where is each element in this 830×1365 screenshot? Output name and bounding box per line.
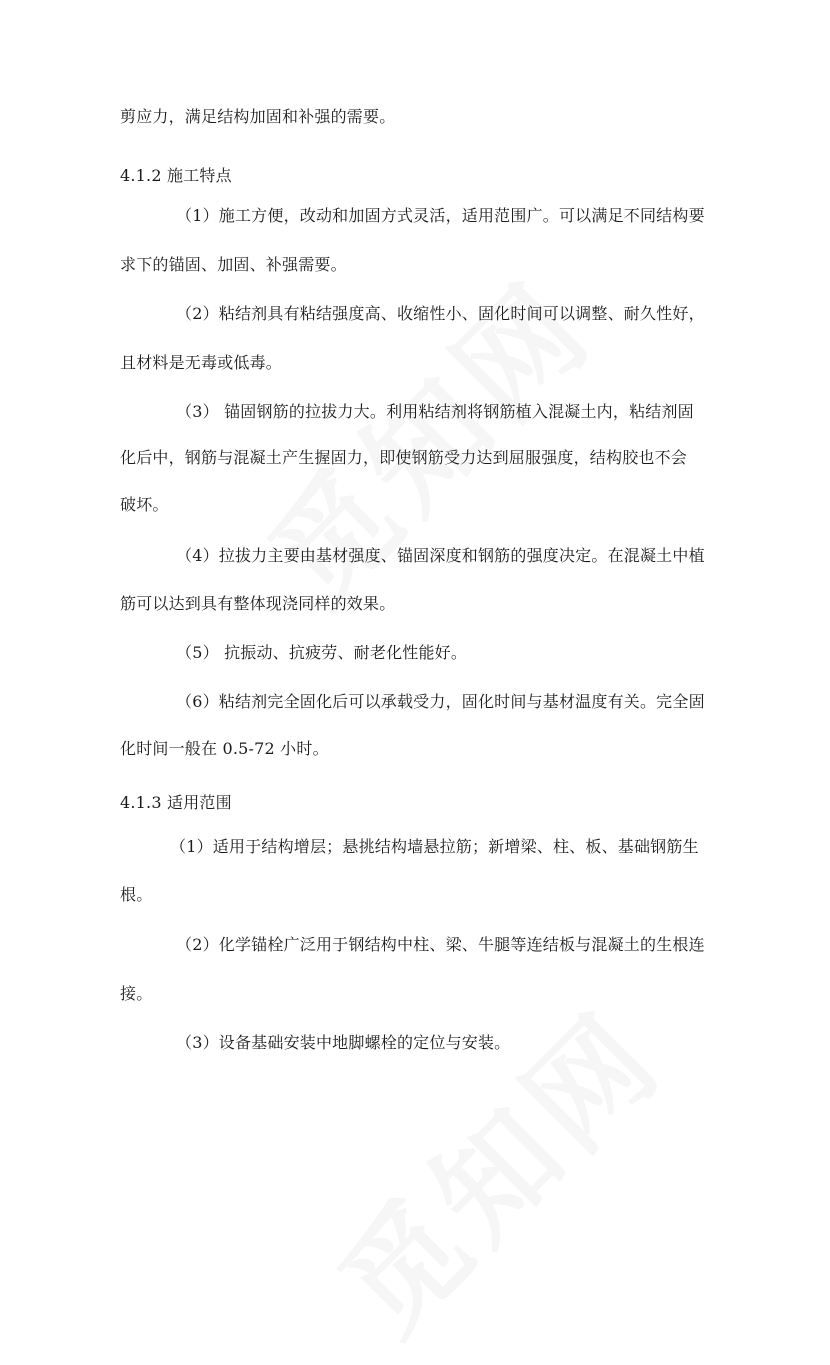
paragraph-line: （1）施工方便，改动和加固方式灵活，适用范围广。可以满足不同结构要: [176, 206, 705, 225]
paragraph-line: （6）粘结剂完全固化后可以承载受力，固化时间与基材温度有关。完全固: [176, 692, 705, 711]
paragraph-line: 化时间一般在 0.5-72 小时。: [120, 739, 329, 758]
paragraph-line: （2）粘结剂具有粘结强度高、收缩性小、固化时间可以调整、耐久性好，: [176, 304, 705, 323]
paragraph-line: 且材料是无毒或低毒。: [120, 353, 283, 372]
paragraph-line: （1）适用于结构增层；悬挑结构墙悬拉筋；新增梁、柱、板、基础钢筋生: [170, 837, 699, 856]
paragraph-continuation: 剪应力，满足结构加固和补强的需要。: [120, 107, 396, 126]
section-heading: 4.1.2 施工特点: [120, 166, 232, 185]
paragraph-line: （5） 抗振动、抗疲劳、耐老化性能好。: [176, 643, 468, 662]
paragraph-line: 接。: [120, 984, 153, 1003]
paragraph-line: 求下的锚固、加固、补强需要。: [120, 255, 347, 274]
paragraph-line: 筋可以达到具有整体现浇同样的效果。: [120, 594, 396, 613]
paragraph-line: 根。: [120, 885, 153, 904]
paragraph-line: （4）拉拔力主要由基材强度、锚固深度和钢筋的强度决定。在混凝土中植: [176, 546, 705, 565]
watermark: [226, 237, 623, 634]
paragraph-line: 化后中，钢筋与混凝土产生握固力，即使钢筋受力达到屈服强度，结构胶也不会: [120, 448, 688, 467]
watermark: [296, 967, 693, 1364]
paragraph-line: （3） 锚固钢筋的拉拔力大。利用粘结剂将钢筋植入混凝土内，粘结剂固: [176, 402, 694, 421]
paragraph-line: 破坏。: [120, 495, 169, 514]
section-heading: 4.1.3 适用范围: [120, 793, 232, 812]
paragraph-line: （3）设备基础安装中地脚螺栓的定位与安装。: [176, 1033, 511, 1052]
paragraph-line: （2）化学锚栓广泛用于钢结构中柱、梁、牛腿等连结板与混凝土的生根连: [176, 935, 705, 954]
